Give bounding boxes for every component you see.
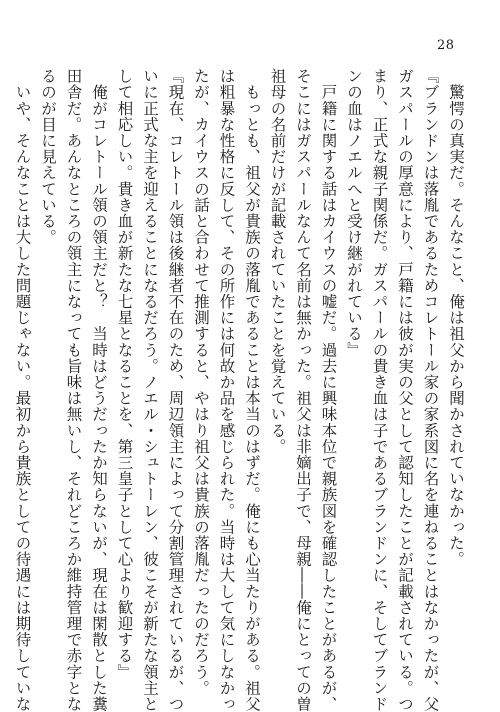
text-line: 『ブランドンは落胤であるためコレトール家の家系図に名を連ねることはなかったが、父 xyxy=(421,68,440,712)
text-line: いに正式な主を迎えることになるだろう。ノエル・シュトーレン、彼こそが新たな領主と xyxy=(141,68,159,712)
text-line: いや、そんなことは大した問題じゃない。最初から貴族としての待遇には期待していな xyxy=(13,68,32,712)
text-line: たが、カイウスの話と合わせて推測すると、やはり祖父は貴族の落胤だったのだろう。 xyxy=(192,68,210,696)
text-line: 祖母の名前だけが記載されていたことを覚えている。 xyxy=(268,68,287,455)
body-text xyxy=(13,68,468,712)
text-line: 『現在、コレトール領は後継者不在のため、周辺領主によって分割管理されているが、つ xyxy=(166,68,185,712)
text-line: 戸籍に関する話はカイウスの嘘だ。過去に興味本位で親族図を確認したことがあるが、 xyxy=(319,68,338,712)
text-line: るのが目に見えている。 xyxy=(39,68,57,246)
page-number: 28 xyxy=(437,38,455,53)
text-line: 驚愕の真実だ。そんなこと、俺は祖父から聞かされていなかった。 xyxy=(447,68,465,568)
text-line: 田舎だ。あんなところの領主になっても旨味は無いし、それどころか維持管理で赤字とな xyxy=(64,68,83,712)
text-line: して相応しい。貴き血が新たな七星となることを、第三皇子として心より歓迎する』 xyxy=(115,68,134,680)
text-line: は粗暴な性格に反して、その所作には何故か品を感じられた。当時は大して気にしなかっ xyxy=(217,68,236,712)
text-line: 俺がコレトール領の領主だと？ 当時はどうだったか知らないが、現在は閑散とした糞 xyxy=(90,68,108,712)
text-line: そこにはガスパールなんて名前は無かった。祖父は非嫡出子で、母親――俺にとっての曽 xyxy=(294,68,312,712)
text-line: ガスパールの厚意により、戸籍には彼が実の父として認知したことが記載されている。つ xyxy=(396,68,414,712)
text-line: ンの血はノエルへと受け継がれている』 xyxy=(345,68,363,358)
text-line: もっとも、祖父が貴族の落胤であることは本当のはずだ。俺にも心当たりがある。祖父 xyxy=(243,68,261,712)
text-line: まり、正式な親子関係だ。ガスパールの貴き血は子であるブランドンに、そしてブランド xyxy=(370,68,389,712)
